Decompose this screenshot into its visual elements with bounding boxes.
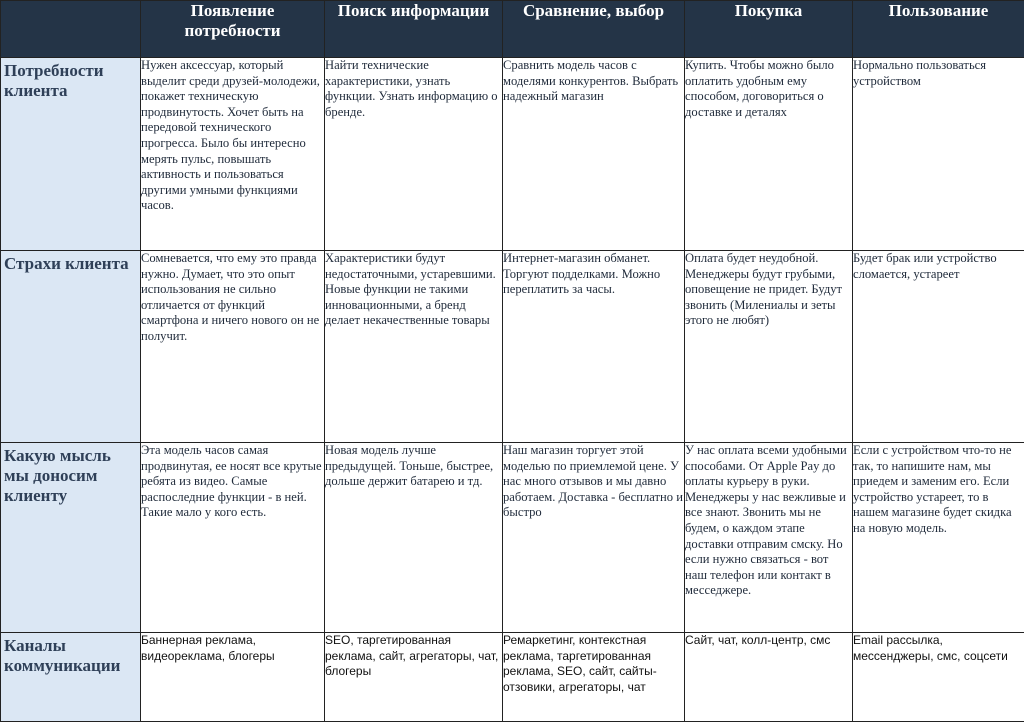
row-header: Страхи клиента [1, 251, 141, 443]
column-header: Пользование [853, 1, 1024, 58]
table-cell: Баннерная реклама, видеореклама, блогеры [141, 633, 325, 722]
corner-cell [1, 1, 141, 58]
table-cell: Сомневается, что ему это правда нужно. Думает, что это опыт использования не сильно отличается от функций смартфона и ничего нового он не получит. [141, 251, 325, 443]
table-cell: Нормально пользоваться устройством [853, 58, 1024, 251]
table-cell: Новая модель лучше предыдущей. Тоньше, быстрее, дольше держит батарею и тд. [325, 443, 503, 633]
table-cell: Будет брак или устройство сломается, устареет [853, 251, 1024, 443]
table-cell: Сайт, чат, колл-центр, смс [685, 633, 853, 722]
table-cell: Оплата будет неудобной. Менеджеры будут грубыми, оповещение не придет. Будут звонить (Милениалы и зеты этого не любят) [685, 251, 853, 443]
table-cell: Найти технические характеристики, узнать функции. Узнать информацию о бренде. [325, 58, 503, 251]
column-header: Поиск информации [325, 1, 503, 58]
table-cell: Ремаркетинг, контекстная реклама, таргетированная реклама, SEO, сайт, сайты-отзовики, агрегаторы, чат [503, 633, 685, 722]
table-cell: Характеристики будут недостаточными, устаревшими. Новые функции не такими инновационными, а бренд делает некачественные товары [325, 251, 503, 443]
row-header: Каналы коммуникации [1, 633, 141, 722]
table-cell: Нужен аксессуар, который выделит среди друзей-молодежи, покажет техническую продвинутость. Хочет быть на передовой технического прогресса. Было бы интересно мерять пульс, повышать активность и пользоваться другими умными функциями часов. [141, 58, 325, 251]
table-row [1, 443, 1024, 633]
table-cell: Email рассылка, мессенджеры, смс, соцсети [853, 633, 1024, 722]
table-cell: Наш магазин торгует этой моделью по приемлемой цене. У нас много отзывов и мы давно работаем. Доставка - бесплатно и быстро [503, 443, 685, 633]
header-row [1, 1, 1024, 58]
table-row [1, 58, 1024, 251]
table-cell: SEO, таргетированная реклама, сайт, агрегаторы, чат, блогеры [325, 633, 503, 722]
table-cell: Сравнить модель часов с моделями конкурентов. Выбрать надежный магазин [503, 58, 685, 251]
table-cell: У нас оплата всеми удобными способами. От Apple Pay до оплаты курьеру в руки. Менеджеры у нас вежливые и все знают. Звонить мы не будем, о каждом этапе доставки отправим смску. Но если нужно связаться - вот наш телефон или контакт в месседжере. [685, 443, 853, 633]
column-header: Покупка [685, 1, 853, 58]
table-cell: Купить. Чтобы можно было оплатить удобным ему способом, договориться о доставке и деталях [685, 58, 853, 251]
row-header: Потребности клиента [1, 58, 141, 251]
table-row [1, 633, 1024, 722]
table-row [1, 251, 1024, 443]
column-header: Появление потребности [141, 1, 325, 58]
column-header: Сравнение, выбор [503, 1, 685, 58]
table-cell: Эта модель часов самая продвинутая, ее носят все крутые ребята из видео. Самые распоследние функции - в ней. Такие мало у кого есть. [141, 443, 325, 633]
table-cell: Если с устройством что-то не так, то напишите нам, мы приедем и заменим его. Если устройство устареет, то в нашем магазине будет скидка на новую модель. [853, 443, 1024, 633]
row-header: Какую мысль мы доносим клиенту [1, 443, 141, 633]
table-cell: Интернет-магазин обманет. Торгуют подделками. Можно переплатить за часы. [503, 251, 685, 443]
